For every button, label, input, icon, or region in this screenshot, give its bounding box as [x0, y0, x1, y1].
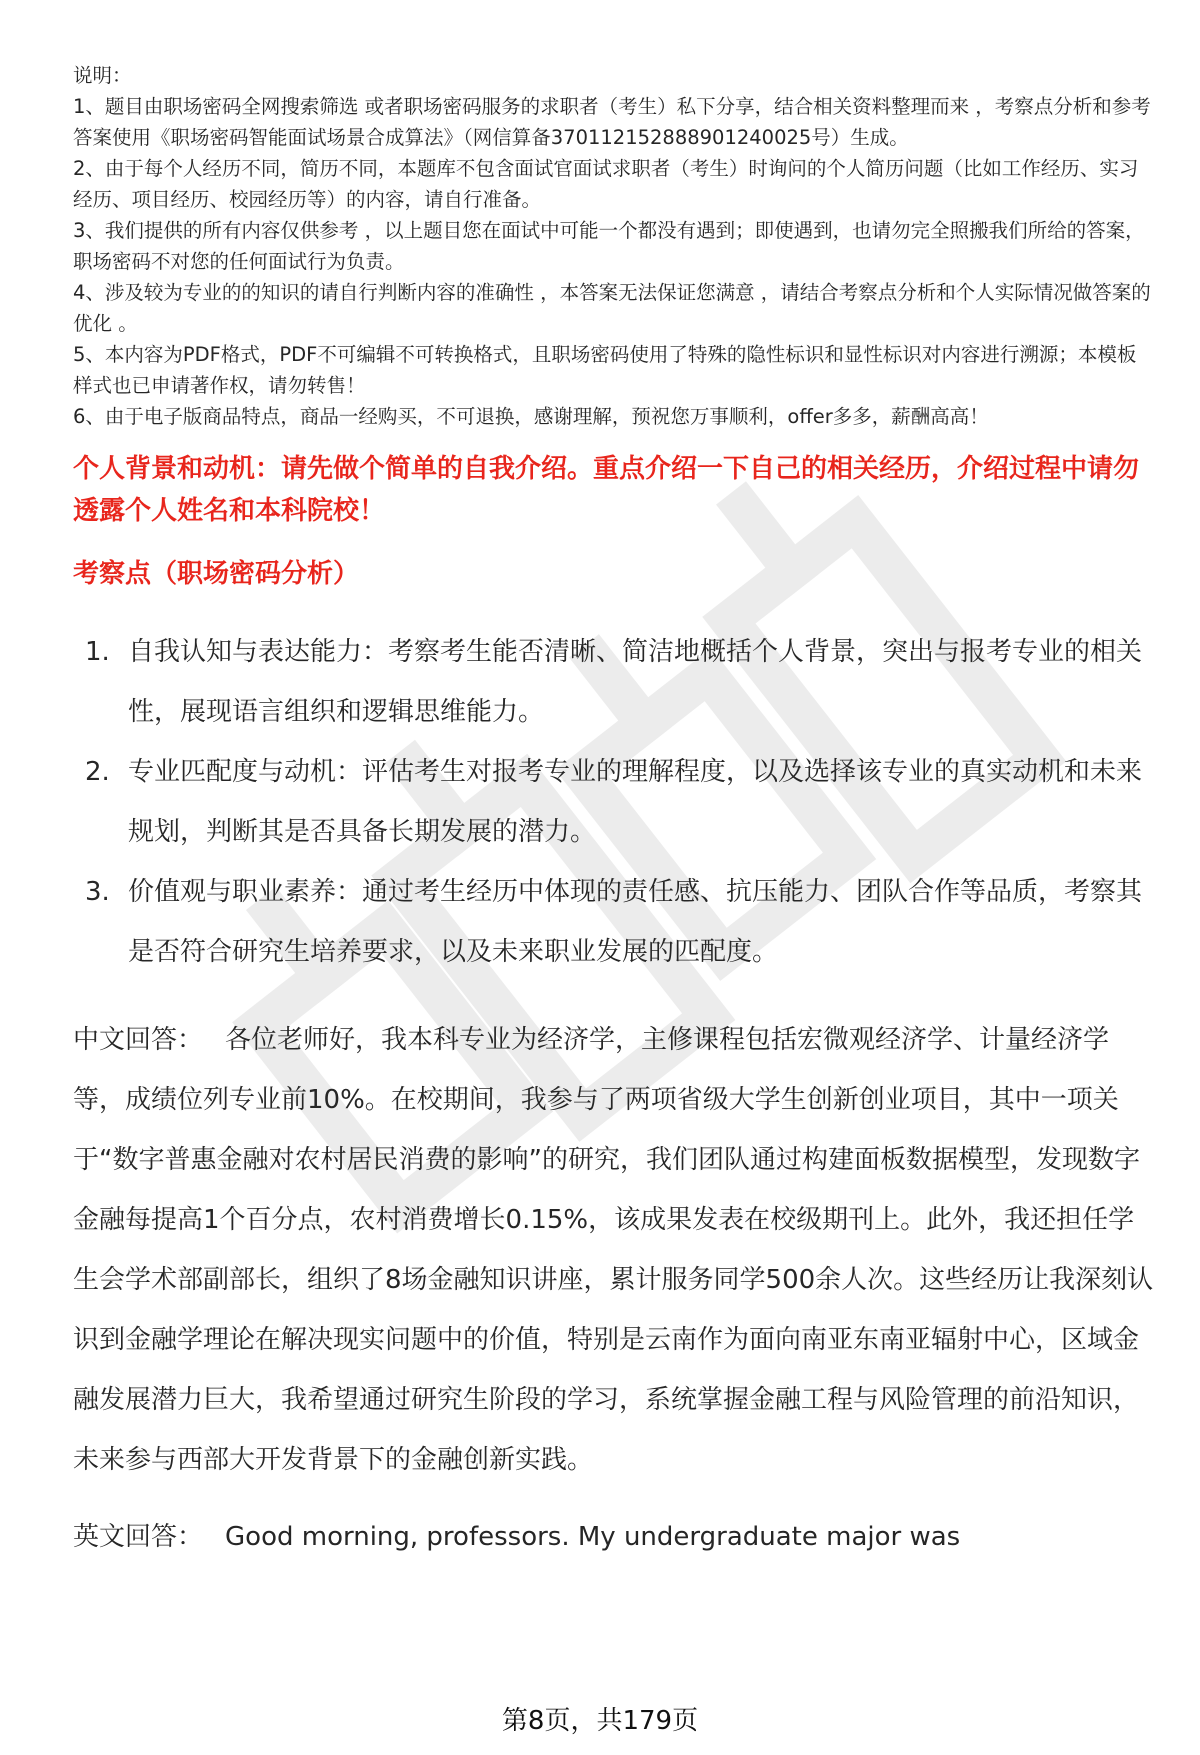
english-answer-label: 英文回答：: [73, 1522, 204, 1552]
analysis-points: [73, 622, 1155, 982]
point-text: 专业匹配度与动机：评估考生对报考专业的理解程度，以及选择该专业的真实动机和未来规划，判断其是否具备长期发展的潜力。: [128, 757, 1143, 847]
analysis-heading: 考察点（职场密码分析）: [73, 559, 360, 589]
chinese-answer-text: 各位老师好，我本科专业为经济学，主修课程包括宏微观经济学、计量经济学等，成绩位列专业前10%。在校期间，我参与了两项省级大学生创新创业项目，其中一项关于“数字普惠金融对农村居民消费的影响”的研究，我们团队通过构建面板数据模型，发现数字金融每提高1个百分点，农村消费增长0.15%，该成果发表在校级期刊上。此外，我还担任学生会学术部副部长，组织了8场金融知识讲座，累计服务同学500余人次。这些经历让我深刻认识到金融学理论在解决现实问题中的价值，特别是云南作为面向南亚东南亚辐射中心，区域金融发展潜力巨大，我希望通过研究生阶段的学习，系统掌握金融工程与风险管理的前沿知识，未来参与西部大开发背景下的金融创新实践。: [73, 1025, 1154, 1475]
point-text: 价值观与职业素养：通过考生经历中体现的责任感、抗压能力、团队合作等品质，考察其是否符合研究生培养要求，以及未来职业发展的匹配度。: [128, 877, 1143, 967]
analysis-point: [73, 742, 1155, 862]
analysis-point: [73, 862, 1155, 982]
point-text: 自我认知与表达能力：考察考生能否清晰、简洁地概括个人背景，突出与报考专业的相关性，展现语言组织和逻辑思维能力。: [128, 637, 1143, 727]
point-number: 3.: [85, 877, 110, 907]
chinese-answer-label: 中文回答：: [73, 1025, 204, 1055]
english-answer-text: Good morning, professors. My undergraduate major was: [225, 1522, 961, 1552]
note-item: 2、由于每个人经历不同，简历不同，本题库不包含面试官面试求职者（考生）时询问的个人简历问题（比如工作经历、实习经历、项目经历、校园经历等）的内容，请自行准备。: [73, 157, 1139, 211]
note-item: 6、由于电子版商品特点，商品一经购买，不可退换，感谢理解，预祝您万事顺利，offer多多，薪酬高高！: [73, 405, 989, 428]
note-item: 5、本内容为PDF格式，PDF不可编辑不可转换格式，且职场密码使用了特殊的隐性标识和显性标识对内容进行溯源；本模板样式也已申请著作权，请勿转售！: [73, 343, 1137, 397]
interview-question: 个人背景和动机：请先做个简单的自我介绍。重点介绍一下自己的相关经历，介绍过程中请勿透露个人姓名和本科院校！: [73, 454, 1140, 526]
disclaimer-notes: [73, 60, 1155, 432]
note-item: 3、我们提供的所有内容仅供参考 ，以上题目您在面试中可能一个都没有遇到；即使遇到，也请勿完全照搬我们所给的答案，职场密码不对您的任何面试行为负责。: [73, 219, 1145, 273]
page-number: 第8页，共179页: [501, 1706, 699, 1736]
notes-title: 说明：: [73, 64, 132, 87]
point-number: 2.: [85, 757, 110, 787]
page-content: [73, 60, 1155, 1562]
point-number: 1.: [85, 637, 110, 667]
chinese-answer: [73, 1010, 1155, 1490]
note-item: 1、题目由职场密码全网搜索筛选 或者职场密码服务的求职者（考生）私下分享，结合相关资料整理而来 ，考察点分析和参考答案使用《职场密码智能面试场景合成算法》（网信算备370112152888901240025号）生成。: [73, 95, 1151, 149]
analysis-point: [73, 622, 1155, 742]
note-item: 4、涉及较为专业的的知识的请自行判断内容的准确性 ，本答案无法保证您满意 ，请结合考察点分析和个人实际情况做答案的优化 。: [73, 281, 1151, 335]
english-answer: [73, 1512, 1155, 1562]
